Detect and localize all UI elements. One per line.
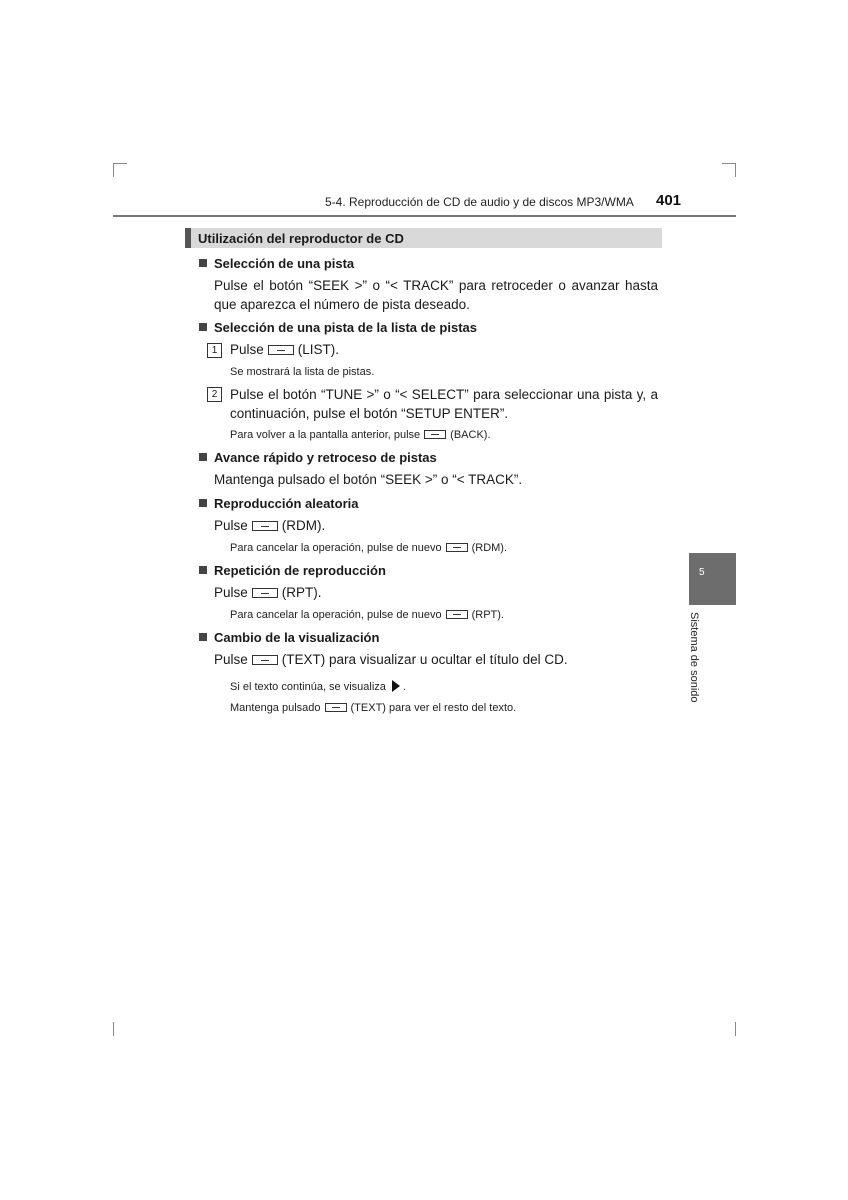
- square-bullet-icon: [199, 566, 207, 574]
- crop-mark-bottom-left: [113, 1022, 114, 1036]
- rdm-button-icon: [446, 543, 468, 552]
- square-bullet-icon: [199, 453, 207, 461]
- note-visualizacion-1: Si el texto continúa, se visualiza .: [230, 681, 406, 693]
- text-aleatoria: Pulse (RDM).: [214, 518, 326, 533]
- text-avance: Mantenga pulsado el botón “SEEK >” o “< TRACK”.: [214, 472, 523, 487]
- crop-mark-bottom-right: [735, 1022, 736, 1036]
- text-button-icon: [252, 655, 278, 665]
- step-2-badge: 2: [207, 387, 222, 402]
- text-visualizacion: Pulse (TEXT) para visualizar u ocultar el título del CD.: [214, 652, 568, 667]
- heading-avance: Avance rápido y retroceso de pistas: [199, 450, 437, 465]
- crop-mark-top-left-h: [113, 163, 127, 164]
- crop-mark-top-right-v: [735, 163, 736, 177]
- heading-repeticion: Repetición de reproducción: [199, 563, 386, 578]
- header-title: 5-4. Reproducción de CD de audio y de discos MP3/WMA: [325, 195, 634, 209]
- page-number: 401: [656, 192, 682, 209]
- step-2-text: Pulse el botón “TUNE >” o “< SELECT” para seleccionar una pista y, a continuación, pulse el botón “SETUP ENTER”.: [230, 387, 658, 421]
- text-seleccion-pista: Pulse el botón “SEEK >” o “< TRACK” para retroceder o avanzar hasta que aparezca el número de pista deseado.: [214, 278, 658, 312]
- text-button-icon: [325, 703, 347, 712]
- heading-lista-pistas: Selección de una pista de la lista de pistas: [199, 320, 477, 335]
- chapter-tab: [689, 553, 736, 605]
- rpt-button-icon: [446, 610, 468, 619]
- chapter-label: Sistema de sonido: [688, 612, 700, 703]
- step-1-badge: 1: [207, 343, 222, 358]
- step-1-text: Pulse (LIST).: [230, 342, 340, 357]
- rpt-button-icon: [252, 588, 278, 598]
- section-title-bar: [185, 228, 662, 248]
- heading-aleatoria: Reproducción aleatoria: [199, 496, 358, 511]
- chapter-number: 5: [699, 567, 705, 578]
- header-rule: [113, 215, 736, 217]
- note-aleatoria: Para cancelar la operación, pulse de nuevo (RDM).: [230, 542, 508, 554]
- note-repeticion: Para cancelar la operación, pulse de nuevo (RPT).: [230, 609, 504, 621]
- crop-mark-top-right-h: [722, 163, 736, 164]
- square-bullet-icon: [199, 323, 207, 331]
- list-button-icon: [268, 345, 294, 355]
- square-bullet-icon: [199, 633, 207, 641]
- heading-seleccion-pista: Selección de una pista: [199, 256, 354, 271]
- back-button-icon: [424, 430, 446, 439]
- crop-mark-top-left-v: [113, 163, 114, 177]
- section-title: Utilización del reproductor de CD: [198, 231, 404, 246]
- text-repeticion: Pulse (RPT).: [214, 585, 322, 600]
- rdm-button-icon: [252, 521, 278, 531]
- note-visualizacion-2: Mantenga pulsado (TEXT) para ver el resto del texto.: [230, 702, 517, 714]
- step-2-note: Para volver a la pantalla anterior, pulse (BACK).: [230, 429, 491, 441]
- step-1-note: Se mostrará la lista de pistas.: [230, 366, 375, 378]
- square-bullet-icon: [199, 499, 207, 507]
- square-bullet-icon: [199, 259, 207, 267]
- arrow-right-icon: [392, 680, 400, 692]
- heading-visualizacion: Cambio de la visualización: [199, 630, 379, 645]
